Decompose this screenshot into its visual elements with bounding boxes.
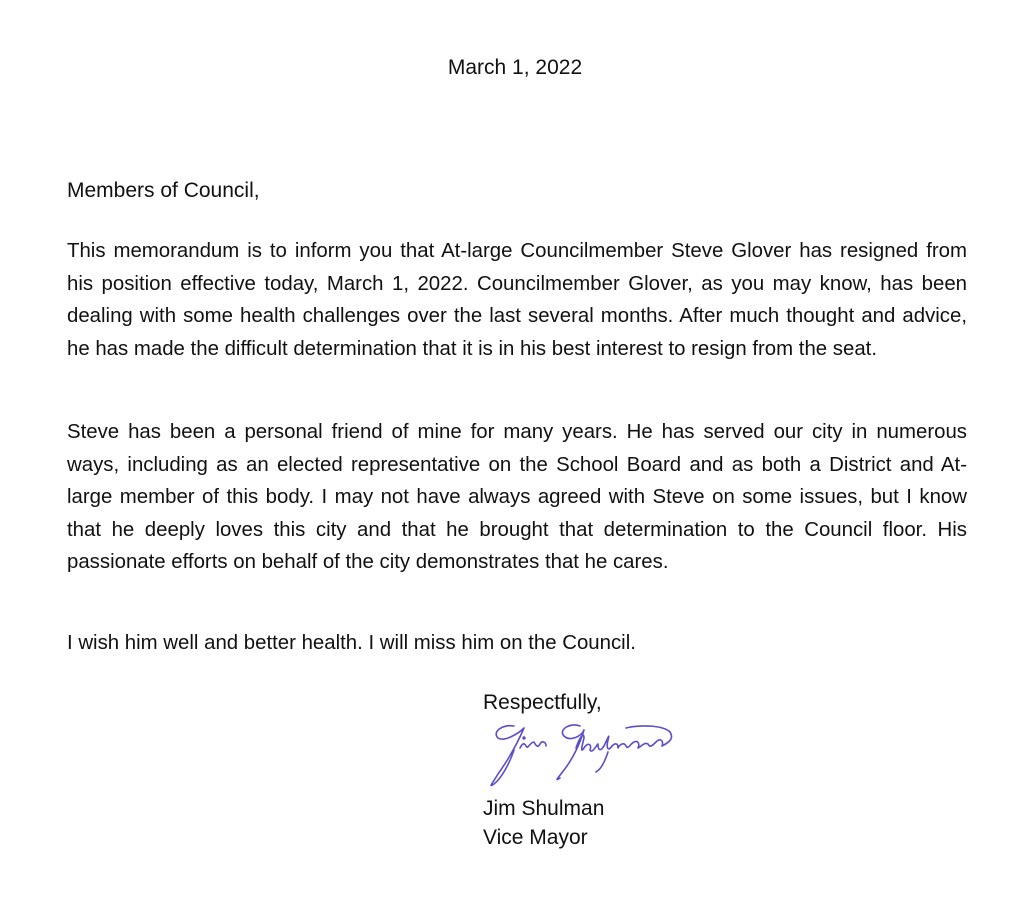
signer-title: Vice Mayor	[483, 826, 588, 849]
handwritten-signature	[484, 712, 684, 794]
paragraph-friendship: Steve has been a personal friend of mine for many years. He has served our city in numerous ways, including as an elected representative on the School Board and as both a District and At-large member of this body. I may not have always agreed with Steve on some issues, but I know that he deeply loves this city and that he brought that determination to the Council floor. His passionate efforts on behalf of the city demonstrates that he cares.	[67, 421, 967, 573]
salutation: Members of Council,	[67, 179, 260, 202]
closing: Respectfully,	[483, 691, 602, 714]
letter-date: March 1, 2022	[447, 56, 583, 79]
signer-name: Jim Shulman	[483, 797, 605, 820]
paragraph-resignation: This memorandum is to inform you that At-large Councilmember Steve Glover has resigned from his position effective today, March 1, 2022. Councilmember Glover, as you may know, has been dealing with some health challenges over the last several months. After much thought and advice, he has made the difficult determination that it is in his best interest to resign from the seat.	[67, 240, 967, 360]
paragraph-well-wishes: I wish him well and better health. I will miss him on the Council.	[67, 632, 636, 654]
